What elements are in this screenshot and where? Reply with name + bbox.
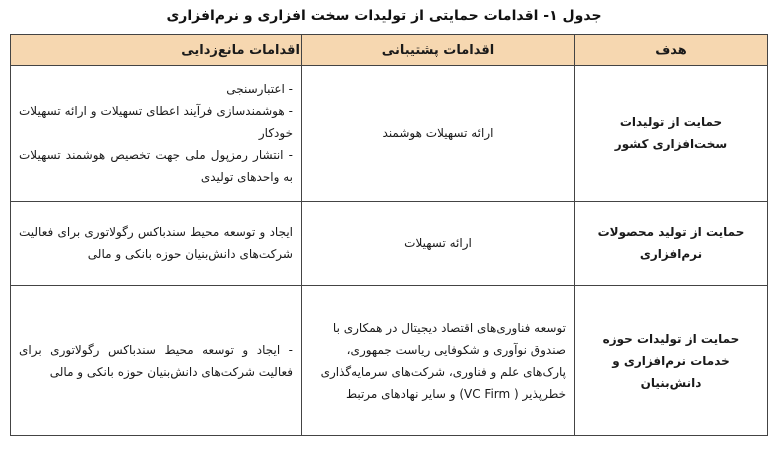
support-cell: ارائه تسهیلات <box>302 201 575 286</box>
barrier-cell <box>11 286 302 436</box>
goal-cell: حمایت از تولیدات سخت‌افزاری کشور <box>575 66 768 202</box>
table-row <box>11 286 768 436</box>
table-row <box>11 201 768 286</box>
goal-cell: حمایت از تولیدات حوزه خدمات نرم‌افزاری و دانش‌بنیان <box>575 286 768 436</box>
barrier-cell <box>11 66 302 202</box>
support-cell: ارائه تسهیلات هوشمند <box>302 66 575 202</box>
barrier-bullet: - اعتبارسنجی <box>19 78 293 100</box>
barrier-cell: ایجاد و توسعه محیط سندباکس رگولاتوری برای فعالیت شرکت‌های دانش‌بنیان حوزه بانکی و مالی <box>11 201 302 286</box>
barrier-bullet: - ایجاد و توسعه محیط سندباکس رگولاتوری برای فعالیت شرکت‌های دانش‌بنیان حوزه بانکی و مالی <box>19 339 293 383</box>
goal-cell: حمایت از تولید محصولات نرم‌افزاری <box>575 201 768 286</box>
header-support: اقدامات پشتیبانی <box>302 35 575 66</box>
header-goal: هدف <box>575 35 768 66</box>
table-row <box>11 66 768 202</box>
barrier-bullet: - انتشار رمزپول ملی جهت تخصیص هوشمند تسهیلات به واحدهای تولیدی <box>19 144 293 188</box>
support-cell: توسعه فناوری‌های اقتصاد دیجیتال در همکاری با صندوق نوآوری و شکوفایی ریاست جمهوری، پارک‌های علم و فناوری، شرکت‌های سرمایه‌گذاری خطرپذیر ( VC Firm) و سایر نهادهای مرتبط <box>302 286 575 436</box>
header-barrier: اقدامات مانع‌زدایی <box>11 35 302 66</box>
table-header-row <box>11 35 768 66</box>
support-measures-table <box>10 34 768 436</box>
barrier-bullet: - هوشمندسازی فرآیند اعطای تسهیلات و ارائه تسهیلات خودکار <box>19 100 293 144</box>
table-caption: جدول ۱- اقدامات حمایتی از تولیدات سخت افزاری و نرم‌افزاری <box>166 8 602 24</box>
